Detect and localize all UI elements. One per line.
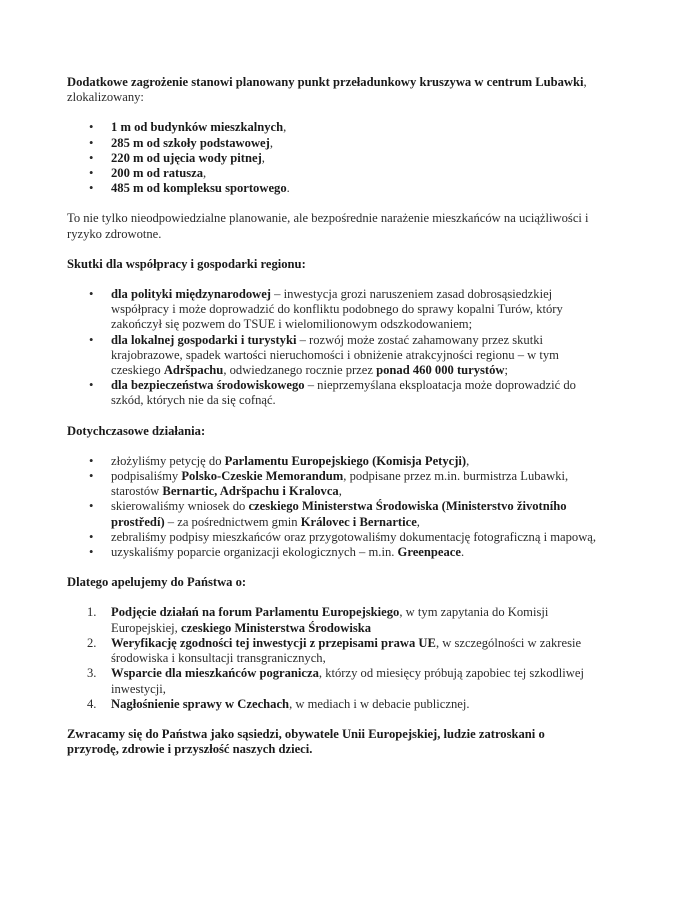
effects-heading: Skutki dla współpracy i gospodarki regionu: <box>67 256 306 271</box>
list-item: 3. Wsparcie dla mieszkańców pogranicza, którzy od miesięcy próbują zapobiec tej szkodliwej inwestycji, <box>87 666 584 696</box>
list-item: • dla polityki międzynarodowej – inwestycja grozi naruszeniem zasad dobrosąsiedzkiej współpracy i może doprowadzić do konfliktu podobnego do sprawy kopalni Turów, który zakończył się pozwem do TSUE i wielomilionowym odszkodowaniem; <box>67 287 597 333</box>
list-item: • dla lokalnej gospodarki i turystyki – rozwój może zostać zahamowany przez skutki krajobrazowe, spadek wartości nieruchomości i obniżenie atrakcyjności regionu – w tym czeskiego Adršpachu, odwiedzanego rocznie przez ponad 460 000 turystów; <box>67 333 597 379</box>
list-item: • złożyliśmy petycję do Parlamentu Europejskiego (Komisja Petycji), <box>67 454 597 469</box>
distance-list <box>67 120 597 196</box>
actions-heading: Dotychczasowe działania: <box>67 423 206 438</box>
actions-list <box>67 454 597 560</box>
list-item: • 285 m od szkoły podstawowej, <box>67 136 597 151</box>
list-item: • uzyskaliśmy poparcie organizacji ekologicznych – m.in. Greenpeace. <box>67 545 597 560</box>
statement-paragraph: To nie tylko nieodpowiedzialne planowanie, ale bezpośrednie narażenie mieszkańców na uciążliwości i ryzyko zdrowotne. <box>67 211 589 241</box>
closing-paragraph: Zwracamy się do Państwa jako sąsiedzi, obywatele Unii Europejskiej, ludzie zatroskani o przyrodę, zdrowie i przyszłość naszych dzieci. <box>67 726 545 757</box>
list-item: • 200 m od ratusza, <box>67 166 597 181</box>
list-item: 1. Podjęcie działań na forum Parlamentu Europejskiego, w tym zapytania do Komisji Europejskiej, czeskiego Ministerstwa Środowiska <box>87 605 549 635</box>
list-item: 2. Weryfikację zgodności tej inwestycji z przepisami prawa UE, w szczególności w zakresie środowiska i konsultacji transgranicznych, <box>87 635 582 666</box>
intro-paragraph: Dodatkowe zagrożenie stanowi planowany punkt przeładunkowy kruszywa w centrum Lubawki, zlokalizowany: <box>67 75 587 105</box>
list-item: • podpisaliśmy Polsko-Czeskie Memorandum, podpisane przez m.in. burmistrza Lubawki, starostów Bernartic, Adršpachu i Kralovca, <box>67 469 597 499</box>
list-item: • skierowaliśmy wniosek do czeskiego Ministerstwa Środowiska (Ministerstvo životního prostředí) – za pośrednictwem gmin Královec i Bernartice, <box>67 499 597 529</box>
appeal-list <box>67 605 597 711</box>
appeal-heading: Dlatego apelujemy do Państwa o: <box>67 575 247 590</box>
list-item: • 220 m od ujęcia wody pitnej, <box>67 151 597 166</box>
list-item: • 1 m od budynków mieszkalnych, <box>67 120 597 135</box>
list-item: • 485 m od kompleksu sportowego. <box>67 181 597 196</box>
list-item: 4. Nagłośnienie sprawy w Czechach, w mediach i w debacie publicznej. <box>87 696 470 711</box>
list-item: • dla bezpieczeństwa środowiskowego – nieprzemyślana eksploatacja może doprowadzić do szkód, których nie da się cofnąć. <box>67 378 597 408</box>
effects-list <box>67 287 597 409</box>
list-item: • zebraliśmy podpisy mieszkańców oraz przygotowaliśmy dokumentację fotograficzną i mapową, <box>67 530 597 545</box>
document-page <box>67 75 597 757</box>
